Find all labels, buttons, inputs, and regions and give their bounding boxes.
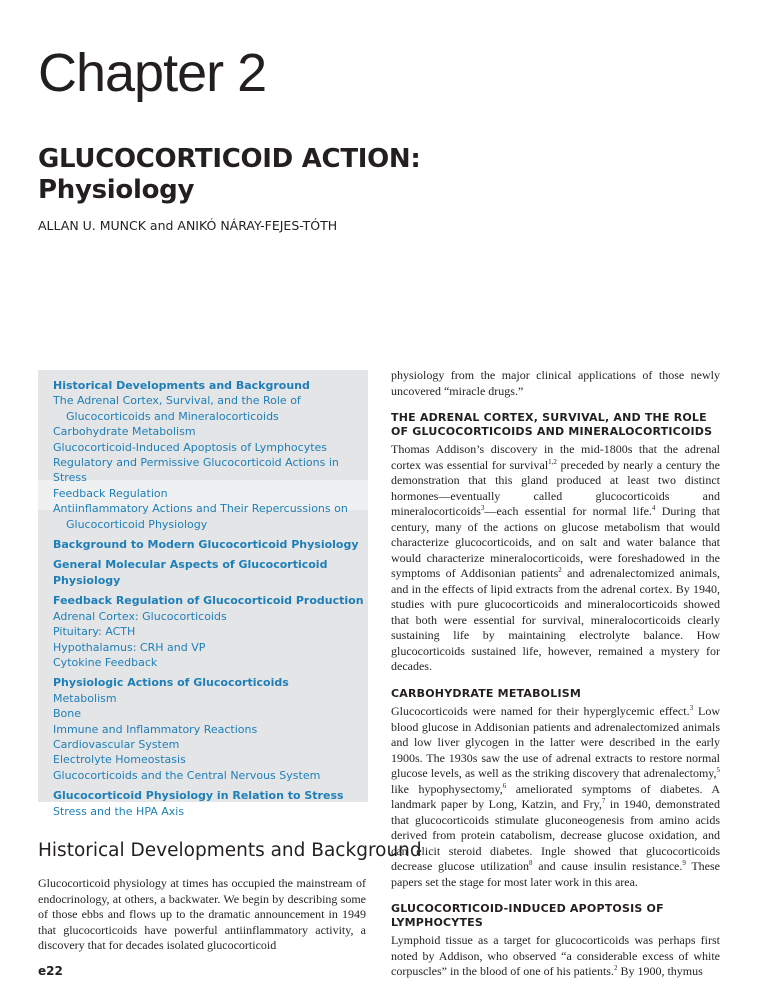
toc-heading[interactable]: Physiologic Actions of Glucocorticoids xyxy=(53,676,289,690)
citation: 3 xyxy=(480,504,485,512)
citation: 8 xyxy=(529,859,533,867)
toc-entry[interactable]: Electrolyte Homeostasis xyxy=(53,753,186,767)
toc-entry[interactable]: Immune and Inflammatory Reactions xyxy=(53,722,258,736)
toc-entry[interactable]: Cardiovascular System xyxy=(53,737,180,751)
toc-entry[interactable]: Cytokine Feedback xyxy=(53,655,158,669)
chapter-title-line2: Physiology xyxy=(38,175,195,205)
left-column xyxy=(38,876,366,954)
toc-entry[interactable]: Bone xyxy=(53,707,82,721)
toc-entry[interactable]: Metabolism xyxy=(53,691,117,705)
toc-entry[interactable]: Glucocorticoids and Mineralocorticoids xyxy=(66,409,279,423)
text: Low blood glucose in Addisonian patients and adrenalectomized animals and low liver glycogen in the latter were described in the early 1900s. The 1930s saw the use of adrenal extracts to restore normal glucose levels, as well as the striking discovery that adrenalectomy, xyxy=(391,704,721,780)
text: ameliorated symptoms of diabetes. A landmark paper by Long, Katzin, and Fry, xyxy=(391,781,720,811)
citation: 3 xyxy=(689,704,694,712)
toc-entry[interactable]: Regulatory and Permissive Glucocorticoid Actions in Stress xyxy=(53,456,339,485)
chapter-title xyxy=(38,144,421,206)
toc-entry[interactable]: Feedback Regulation xyxy=(53,486,168,500)
text: —each essential for normal life. xyxy=(484,504,652,518)
text: Lymphoid tissue as a target for glucocorticoids was perhaps first noted by Addison, who observed “a considerable excess of white corpuscles” in the blood of one of his patients. xyxy=(391,933,720,978)
citation: 7 xyxy=(601,797,606,805)
intro-paragraph: physiology from the major clinical applications of those newly uncovered “miracle drugs.” xyxy=(391,368,720,398)
citation: 5 xyxy=(716,766,720,774)
subheading-apoptosis: GLUCOCORTICOID-INDUCED APOPTOSIS OF LYMPHOCYTES xyxy=(391,902,664,929)
toc-entry[interactable]: Glucocorticoids and the Central Nervous System xyxy=(53,768,321,782)
chapter-title-line1: GLUCOCORTICOID ACTION: xyxy=(38,144,421,174)
citation: 4 xyxy=(651,504,656,512)
toc-entry[interactable]: Carbohydrate Metabolism xyxy=(53,425,196,439)
text: preceded by nearly a century the demonstration that this gland produced at least two distinct hormones—eventually called glucocorticoids and mineralocorticoids xyxy=(391,457,720,518)
toc-entry[interactable]: Hypothalamus: CRH and VP xyxy=(53,640,206,654)
toc-heading[interactable]: General Molecular Aspects of Glucocorticoid Physiology xyxy=(53,558,328,587)
text: By 1900, thymus xyxy=(617,964,703,978)
table-of-contents xyxy=(53,378,373,819)
toc-entry[interactable]: Adrenal Cortex: Glucocorticoids xyxy=(53,609,227,623)
toc-heading[interactable]: Glucocorticoid Physiology in Relation to Stress xyxy=(53,789,344,803)
paragraph-apoptosis xyxy=(391,933,720,980)
text: in 1940, demonstrated that glucocorticoids stimulate gluconeogenesis from amino acids derived from protein catabolism, decrease glucose oxidation, and can elicit steroid diabetes. Ingle showed that glucocorticoids decrease glucose utilization xyxy=(391,797,720,873)
chapter-label: Chapter 2 xyxy=(38,43,267,103)
toc-entry[interactable]: Pituitary: ACTH xyxy=(53,625,136,639)
text: Thomas Addison’s discovery in the mid-1800s that the adrenal cortex was essential for survival xyxy=(391,442,720,472)
text: like hypophysectomy, xyxy=(391,781,503,796)
toc-entry[interactable]: Glucocorticoid Physiology xyxy=(66,517,208,531)
text: Glucocorticoids were named for their hyperglycemic effect. xyxy=(391,704,690,718)
citation: 2 xyxy=(613,964,618,972)
citation: 6 xyxy=(502,781,507,790)
toc-heading[interactable]: Feedback Regulation of Glucocorticoid Production xyxy=(53,594,364,608)
text: During that century, many of the actions on glucose metabolism that would characterize glucocorticoids, and on salt and water balance that would characterize mineralocorticoids, were foreshadowed in the symptoms of Addisonian patients xyxy=(391,504,720,580)
toc-entry[interactable]: Antiinflammatory Actions and Their Repercussions on xyxy=(53,502,348,516)
toc-entry[interactable]: Stress and the HPA Axis xyxy=(53,804,185,818)
page-number: e22 xyxy=(38,964,63,978)
authors: ALLAN U. MUNCK and ANIKÓ NÁRAY-FEJES-TÓTH xyxy=(38,218,338,233)
subheading-adrenal-cortex: THE ADRENAL CORTEX, SURVIVAL, AND THE ROLE OF GLUCOCORTICOIDS AND MINERALOCORTICOIDS xyxy=(391,411,713,438)
citation: 9 xyxy=(682,859,686,867)
toc-heading[interactable]: Historical Developments and Background xyxy=(53,379,310,392)
toc-heading[interactable]: Background to Modern Glucocorticoid Physiology xyxy=(53,538,359,552)
text: and adrenalectomized animals, and in the effects of lipid extracts from the adrenal cortex. By 1940, studies with pure glucocorticoids and mineralocorticoids showed that both were essential for survival, mineralocorticoids clearly sustaining life by maintaining electrolyte balance. How glucocorticoids sustained life, however, remained a mystery for decades. xyxy=(391,566,720,673)
left-paragraph: Glucocorticoid physiology at times has occupied the mainstream of endocrinology, at others, a backwater. We begin by describing some of those ebbs and flows up to the dramatic announcement in 1949 that glucocorticoids have powerful antiinflammatory activity, a discovery that for decades isolated glucocorticoid xyxy=(38,876,366,952)
text: These papers set the stage for most later work in this area. xyxy=(391,859,721,889)
text: and cause insulin resistance. xyxy=(532,859,683,873)
subheading-carbohydrate: CARBOHYDRATE METABOLISM xyxy=(391,686,581,700)
paragraph-carbohydrate xyxy=(391,704,720,890)
section-heading: Historical Developments and Background xyxy=(38,840,422,861)
paragraph-adrenal-cortex xyxy=(391,442,720,675)
citation: 2 xyxy=(558,566,562,574)
toc-entry[interactable]: Glucocorticoid-Induced Apoptosis of Lymphocytes xyxy=(53,440,328,454)
citation: 1,2 xyxy=(548,457,557,466)
toc-entry[interactable]: The Adrenal Cortex, Survival, and the Role of xyxy=(53,394,301,408)
right-column xyxy=(391,368,720,980)
